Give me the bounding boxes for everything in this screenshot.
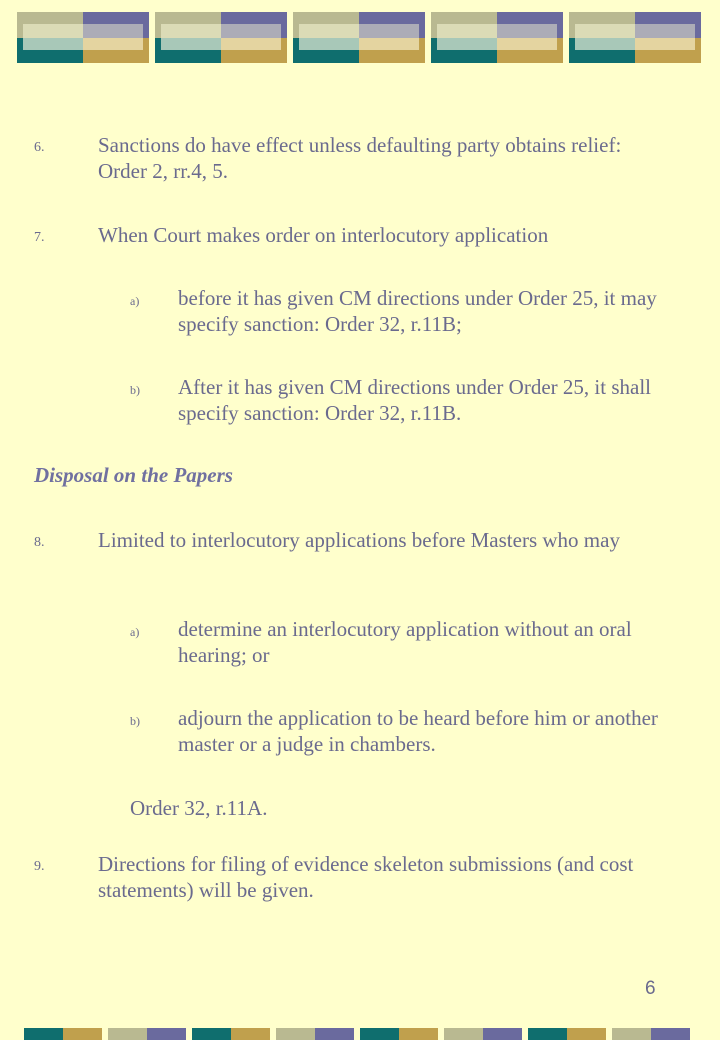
section-heading: Disposal on the Papers bbox=[34, 463, 233, 487]
item-number: 9. bbox=[34, 859, 45, 874]
item-number: 7. bbox=[34, 230, 45, 245]
list-subitem-7b: After it has given CM directions under Order 25, it shall specify sanction: Order 32, r.11B. bbox=[178, 375, 651, 425]
list-item-7: When Court makes order on interlocutory application bbox=[98, 223, 549, 247]
subitem-letter: b) bbox=[130, 714, 140, 728]
bottom-decorative-banner bbox=[24, 1028, 690, 1040]
list-item-8: Limited to interlocutory applications before Masters who may bbox=[98, 528, 620, 552]
list-subitem-8a: determine an interlocutory application without an oral hearing; or bbox=[178, 617, 632, 667]
order-reference: Order 32, r.11A. bbox=[130, 796, 268, 820]
list-item-9: Directions for filing of evidence skeleton submissions (and cost statements) will be given. bbox=[98, 852, 634, 902]
item-number: 6. bbox=[34, 140, 45, 155]
item-number: 8. bbox=[34, 535, 45, 550]
banner-tile bbox=[155, 12, 287, 63]
list-subitem-7a: before it has given CM directions under Order 25, it may specify sanction: Order 32, r.11B; bbox=[178, 286, 657, 336]
subitem-letter: a) bbox=[130, 294, 140, 308]
subitem-letter: a) bbox=[130, 625, 140, 639]
list-subitem-8b: adjourn the application to be heard before him or another master or a judge in chambers. bbox=[178, 706, 658, 756]
subitem-letter: b) bbox=[130, 383, 140, 397]
banner-tile bbox=[431, 12, 563, 63]
banner-tile bbox=[569, 12, 701, 63]
banner-tile bbox=[17, 12, 149, 63]
banner-tile bbox=[293, 12, 425, 63]
page-number: 6 bbox=[645, 978, 656, 999]
list-item-6: Sanctions do have effect unless defaulting party obtains relief: Order 2, rr.4, 5. bbox=[98, 133, 622, 183]
top-decorative-banner bbox=[17, 12, 701, 63]
